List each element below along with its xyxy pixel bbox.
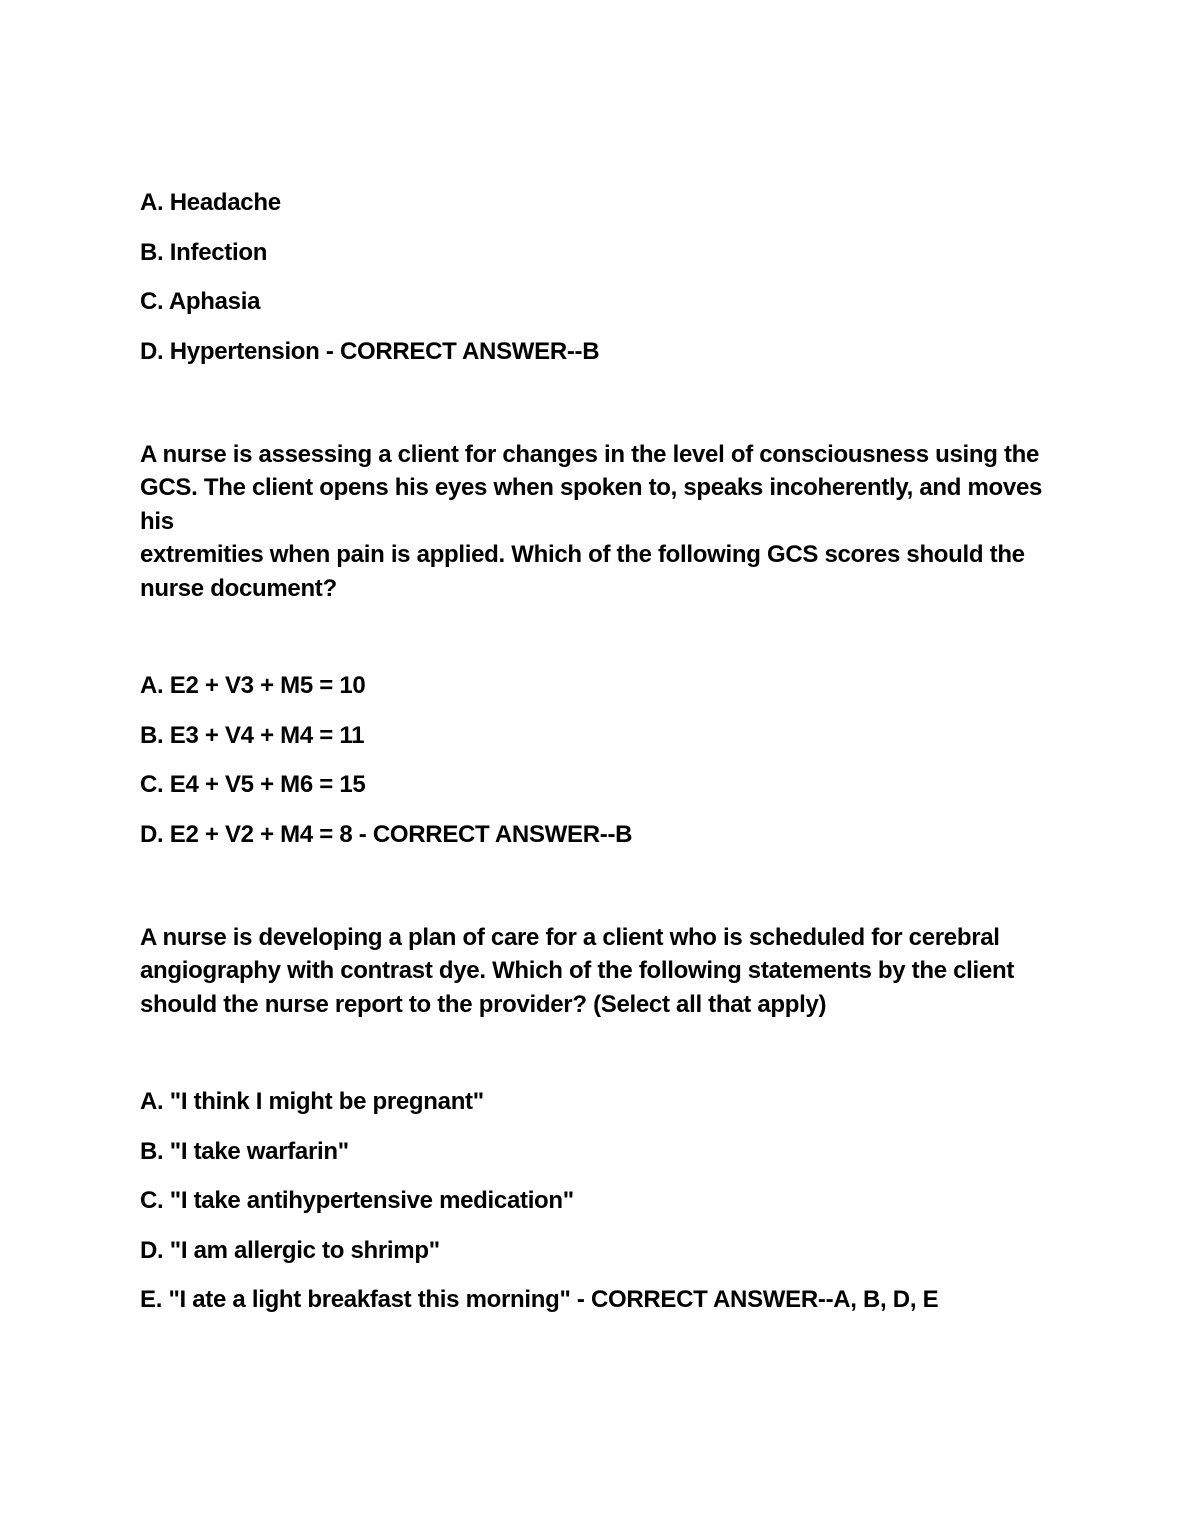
answer-option: A. Headache xyxy=(140,189,281,216)
answer-option: C. Aphasia xyxy=(140,288,261,315)
answer-option-with-correct-answer: D. Hypertension - CORRECT ANSWER--B xyxy=(140,337,600,365)
spacer xyxy=(140,852,1060,921)
answer-option: B. "I take warfarin" xyxy=(140,1137,349,1165)
answer-option-with-correct-answer: D. E2 + V2 + M4 = 8 - CORRECT ANSWER--B xyxy=(140,820,633,848)
answer-option: C. E4 + V5 + M6 = 15 xyxy=(140,771,366,798)
answer-option: A. E2 + V3 + M5 = 10 xyxy=(140,672,366,699)
page-content xyxy=(140,186,1060,1317)
question-line: A nurse is developing a plan of care for a client who is scheduled for cerebral xyxy=(140,923,1000,951)
spacer xyxy=(140,369,1060,438)
question-line: GCS. The client opens his eyes when spoken to, speaks incoherently, and moves his xyxy=(140,474,1043,535)
question-text xyxy=(140,438,1060,606)
answer-options xyxy=(140,669,1060,852)
question-line: nurse document? xyxy=(140,574,337,602)
question-line: should the nurse report to the provider? (Select all that apply) xyxy=(140,990,827,1018)
answer-option: D. "I am allergic to shrimp" xyxy=(140,1236,440,1264)
question-line: A nurse is assessing a client for changes in the level of consciousness using the xyxy=(140,440,1040,468)
question-line: extremities when pain is applied. Which of the following GCS scores should the xyxy=(140,541,1025,568)
answer-options xyxy=(140,186,1060,369)
answer-option-with-correct-answer: E. "I ate a light breakfast this morning" - CORRECT ANSWER--A, B, D, E xyxy=(140,1286,939,1313)
answer-option: B. E3 + V4 + M4 = 11 xyxy=(140,721,365,749)
answer-option: A. "I think I might be pregnant" xyxy=(140,1088,484,1115)
answer-option: B. Infection xyxy=(140,238,268,266)
spacer xyxy=(140,605,1060,669)
answer-option: C. "I take antihypertensive medication" xyxy=(140,1187,574,1214)
question-line: angiography with contrast dye. Which of the following statements by the client xyxy=(140,957,1015,984)
spacer xyxy=(140,1021,1060,1085)
question-text xyxy=(140,921,1060,1022)
answer-options xyxy=(140,1085,1060,1317)
